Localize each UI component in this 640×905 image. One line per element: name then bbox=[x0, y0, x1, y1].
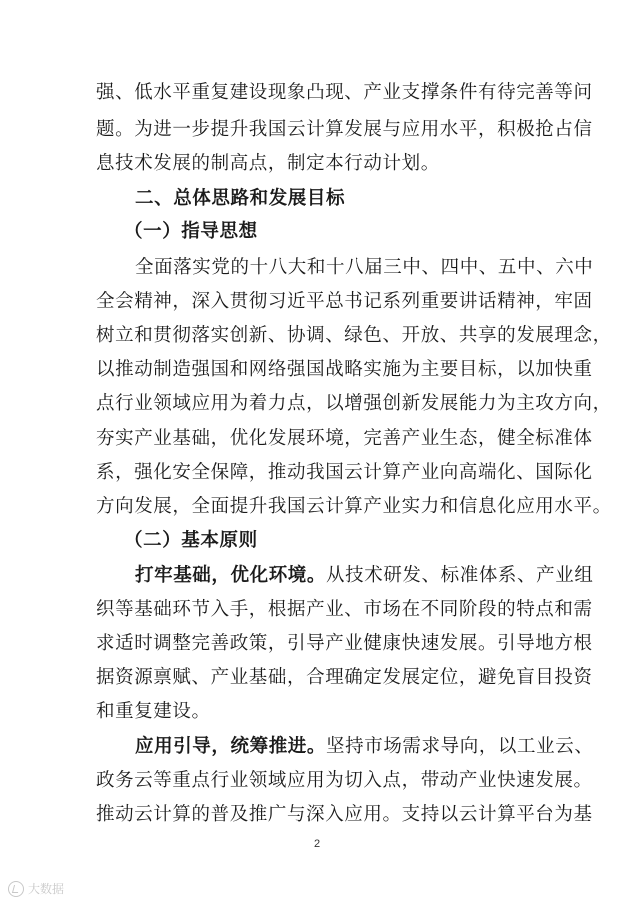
paragraph-line: 方向发展，全面提升我国云计算产业实力和信息化应用水平。 bbox=[96, 496, 612, 517]
subsection-heading: （一）指导思想 bbox=[124, 221, 258, 242]
paragraph-line: 点行业领域应用为着力点，以增强创新发展能力为主攻方向， bbox=[96, 393, 612, 414]
principle-text: 坚持市场需求导向，以工业云、 bbox=[326, 736, 594, 757]
watermark-text: 大数据 bbox=[28, 882, 65, 896]
page-number: 2 bbox=[314, 838, 321, 850]
principle-text: 从技术研发、标准体系、产业组 bbox=[326, 565, 594, 586]
paragraph-line: 题。为进一步提升我国云计算发展与应用水平，积极抢占信 bbox=[96, 119, 593, 140]
paragraph-line: 求适时调整完善政策，引导产业健康快速发展。引导地方根 bbox=[96, 633, 593, 654]
paragraph-line: 系，强化安全保障，推动我国云计算产业向高端化、国际化 bbox=[96, 462, 593, 483]
section-heading: 二、总体思路和发展目标 bbox=[135, 188, 346, 209]
watermark bbox=[8, 880, 64, 897]
principle-title: 应用引导，统筹推进。 bbox=[135, 736, 327, 757]
paragraph-line: 夯实产业基础，优化发展环境，完善产业生态，健全标准体 bbox=[96, 428, 593, 449]
paragraph-line: 树立和贯彻落实创新、协调、绿色、开放、共享的发展理念， bbox=[96, 325, 612, 346]
watermark-logo-icon bbox=[8, 881, 24, 897]
paragraph-line: 和重复建设。 bbox=[96, 701, 211, 722]
paragraph-line: 政务云等重点行业领域应用为切入点，带动产业快速发展。 bbox=[96, 770, 593, 791]
principle-first-line bbox=[135, 564, 593, 588]
paragraph-line: 全会精神，深入贯彻习近平总书记系列重要讲话精神，牢固 bbox=[96, 291, 593, 312]
paragraph-line: 织等基础环节入手，根据产业、市场在不同阶段的特点和需 bbox=[96, 599, 593, 620]
paragraph-line: 推动云计算的普及推广与深入应用。支持以云计算平台为基 bbox=[96, 804, 593, 825]
paragraph-line: 全面落实党的十八大和十八届三中、四中、五中、六中 bbox=[135, 257, 594, 278]
principle-title: 打牢基础，优化环境。 bbox=[135, 565, 327, 586]
principle-first-line bbox=[135, 735, 593, 759]
subsection-heading: （二）基本原则 bbox=[124, 530, 258, 551]
paragraph-line: 据资源禀赋、产业基础，合理确定发展定位，避免盲目投资 bbox=[96, 667, 593, 688]
paragraph-line: 以推动制造强国和网络强国战略实施为主要目标，以加快重 bbox=[96, 359, 593, 380]
paragraph-line: 强、低水平重复建设现象凸现、产业支撑条件有待完善等问 bbox=[96, 82, 593, 103]
paragraph-line: 息技术发展的制高点，制定本行动计划。 bbox=[96, 153, 440, 174]
